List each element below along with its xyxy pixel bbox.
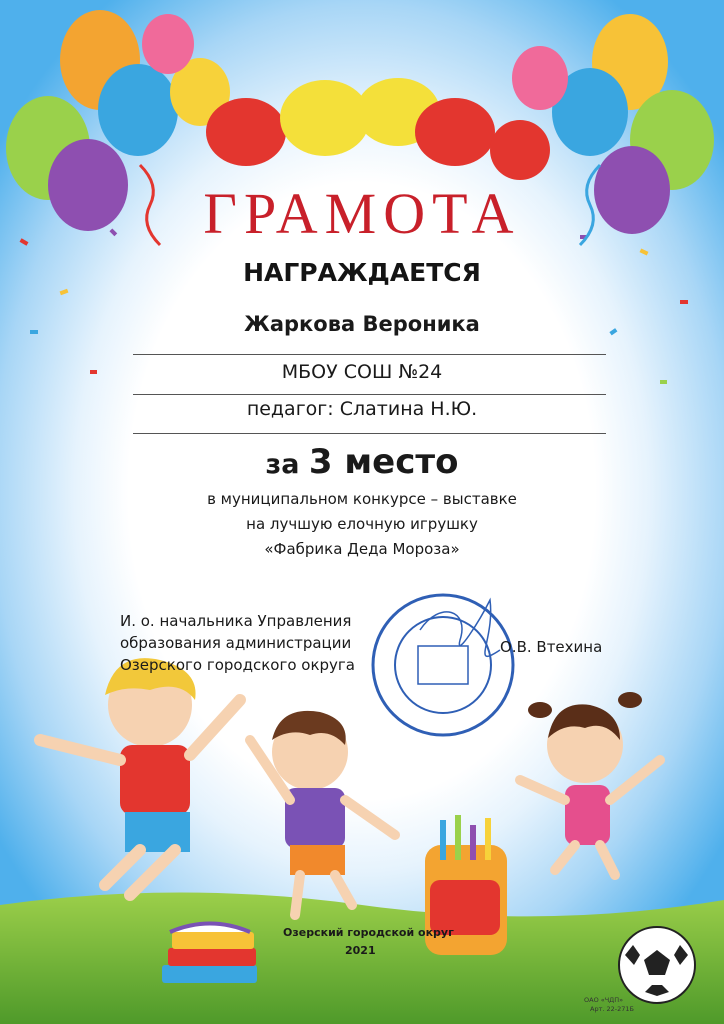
- place-line: [0, 442, 724, 482]
- contest-description-line: в муниципальном конкурсе – выставке: [207, 490, 517, 508]
- award-heading: НАГРАЖДАЕТСЯ: [243, 258, 481, 287]
- child-girl-left: [40, 658, 240, 895]
- child-boy-center: [250, 711, 395, 915]
- signatory-name: О.В. Втехина: [500, 638, 603, 656]
- signatory-position-line: образования администрации: [120, 634, 352, 652]
- signatory-position-line: И. о. начальника Управления: [120, 612, 352, 630]
- books: [162, 924, 257, 984]
- contest-description-line: «Фабрика Деда Мороза»: [264, 540, 460, 558]
- stamp: [373, 595, 513, 735]
- printer-article: Арт. 22-271Б: [590, 1005, 634, 1013]
- underline: [133, 354, 606, 355]
- printer-mark: ОАО «ЧДП»: [584, 996, 624, 1004]
- child-girl-right: [520, 692, 660, 875]
- recipient-name: Жаркова Вероника: [244, 312, 480, 336]
- place-number: 3 место: [308, 442, 459, 482]
- signatory-position-line: Озерского городского округа: [120, 656, 355, 674]
- school-name: МБОУ СОШ №24: [281, 361, 443, 383]
- underline: [133, 394, 606, 395]
- soccer-ball: [619, 927, 695, 1003]
- certificate-title: ГРАМОТА: [203, 181, 521, 246]
- teacher-name: педагог: Слатина Н.Ю.: [246, 398, 478, 420]
- place-prefix: за: [265, 449, 300, 480]
- year-label: 2021: [345, 944, 376, 957]
- underline: [133, 433, 606, 434]
- balloons-center: [280, 78, 495, 166]
- city-label: Озерский городской округ: [283, 926, 454, 939]
- contest-description-line: на лучшую елочную игрушку: [246, 515, 478, 533]
